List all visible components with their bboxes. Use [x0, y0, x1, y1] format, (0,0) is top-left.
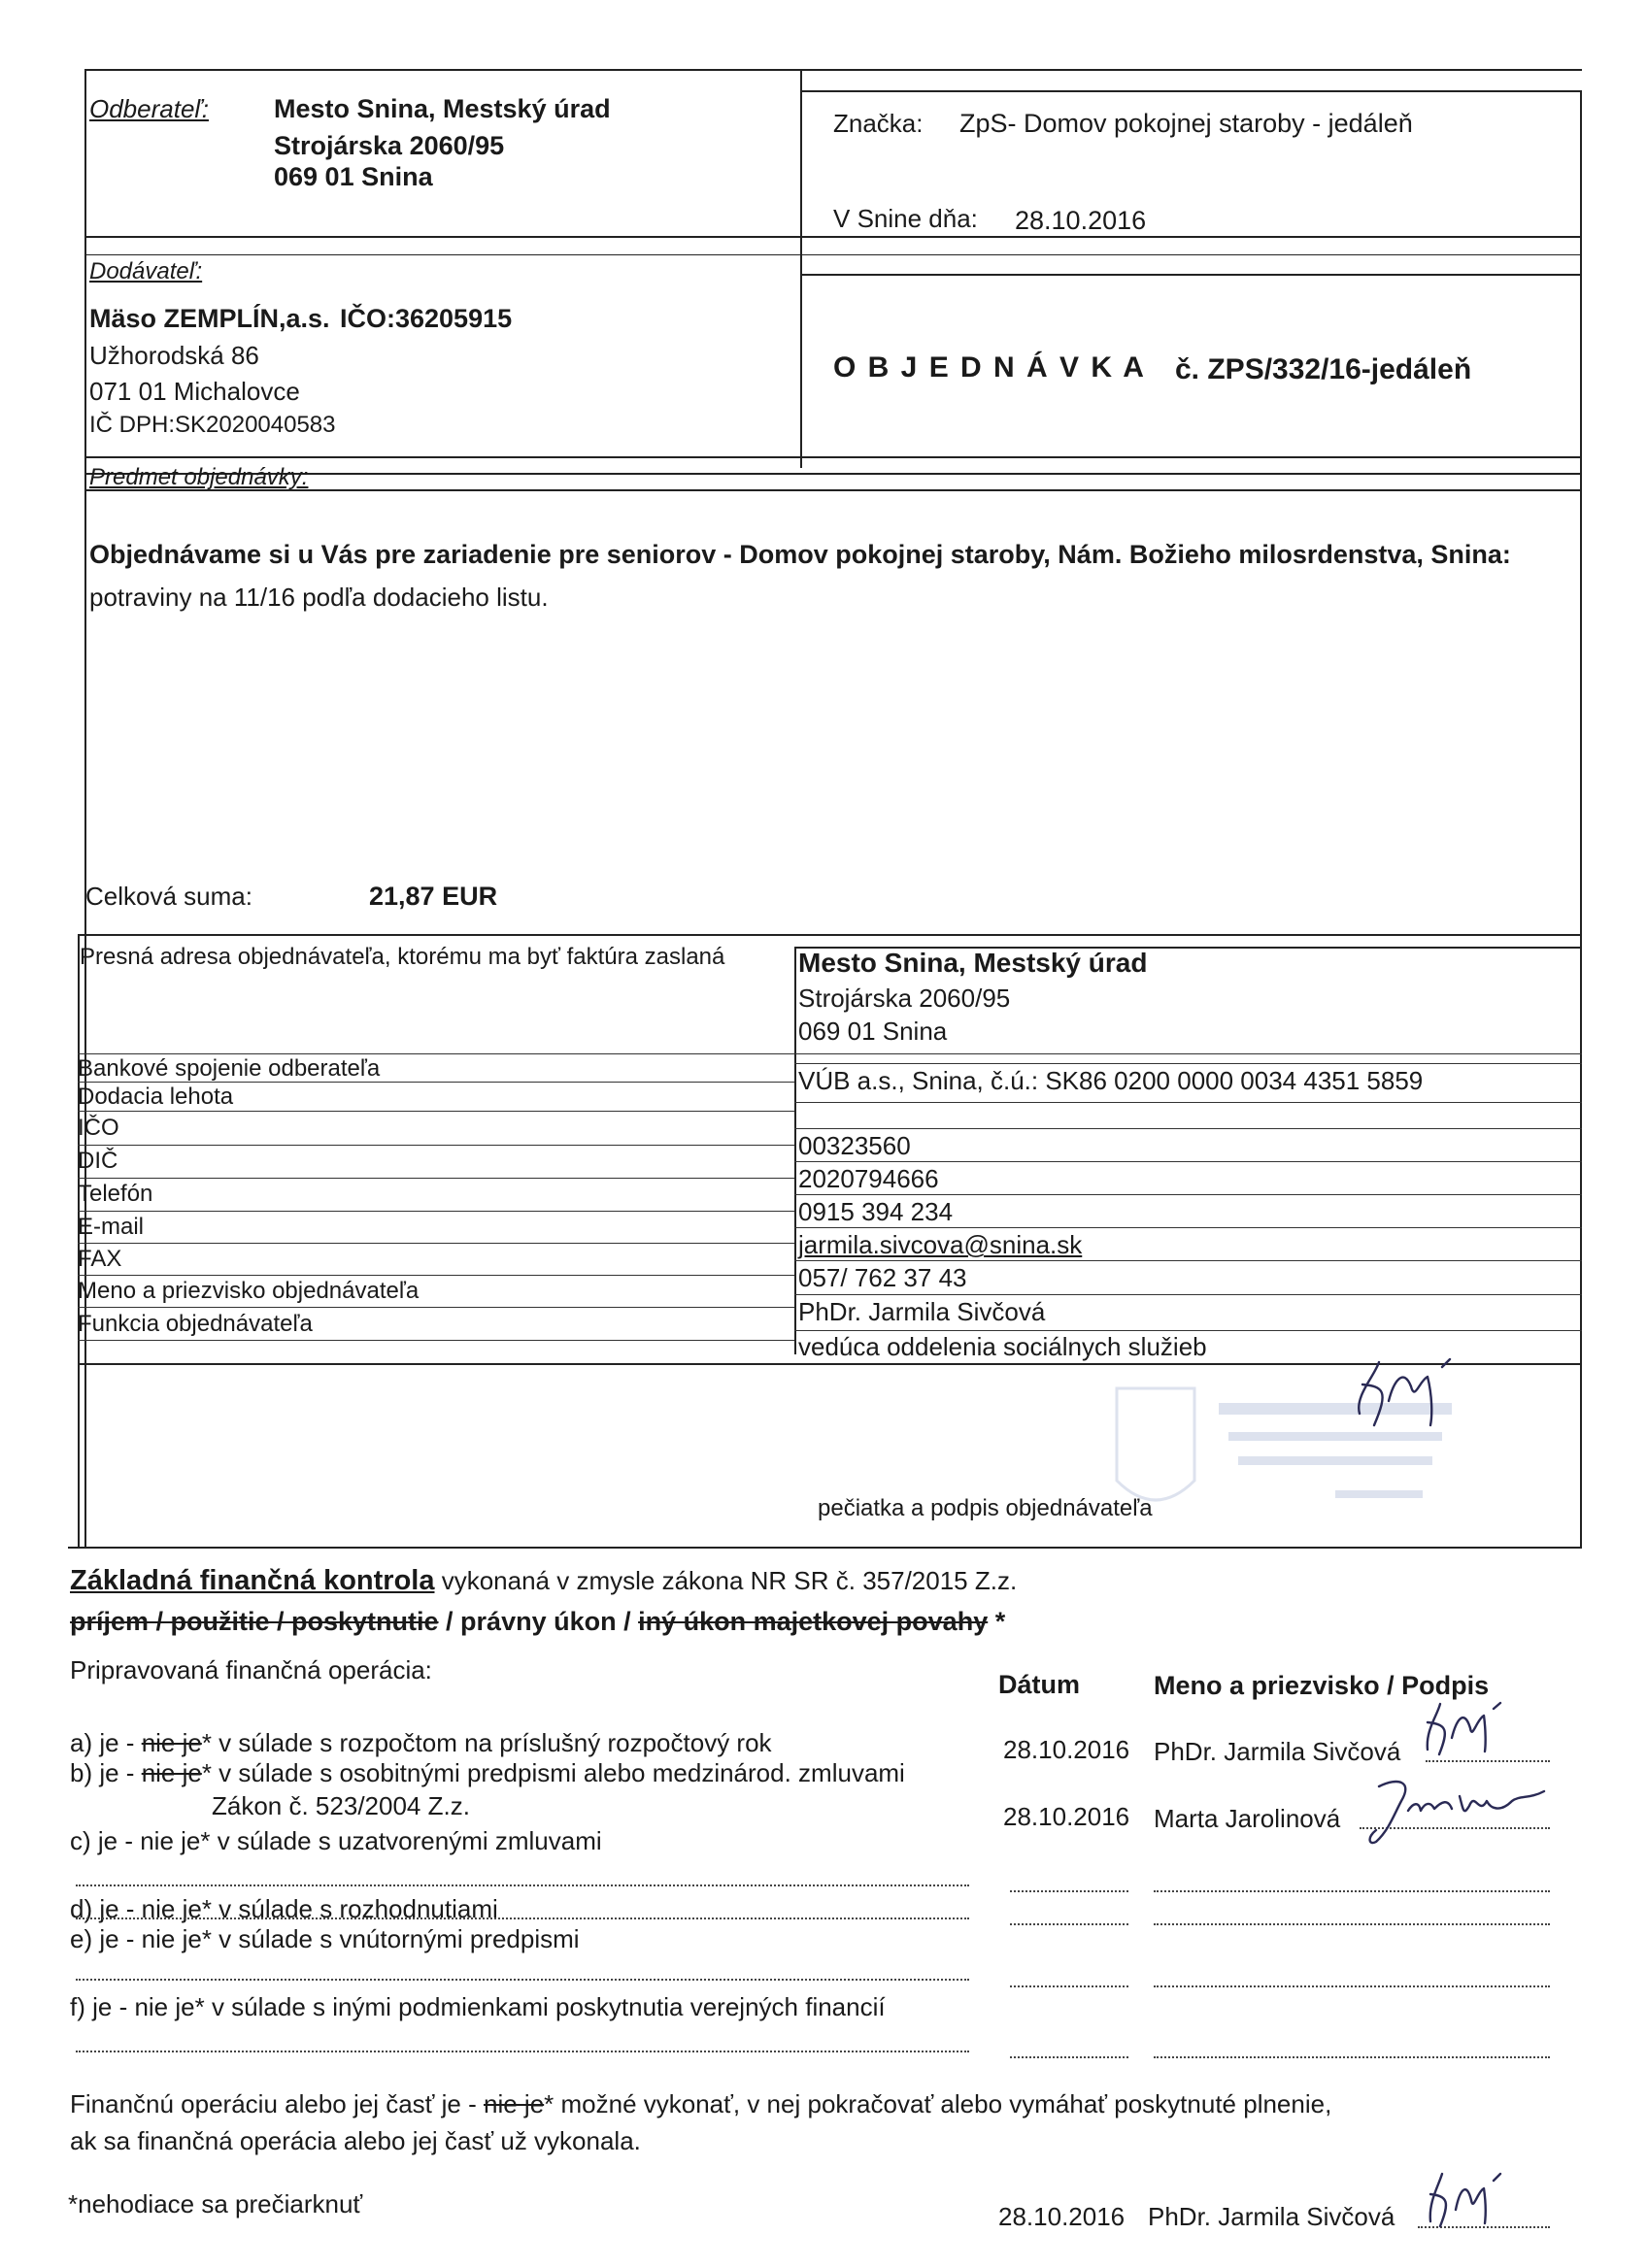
row-value-fax: 057/ 762 37 43	[798, 1263, 967, 1292]
objednavka-number: č. ZPS/332/16-jedáleň	[1175, 353, 1472, 385]
item-b-post: * v súlade s osobitnými predpismi alebo medzinárod. zmluvami	[201, 1758, 905, 1787]
address-street: Strojárska 2060/95	[798, 984, 1011, 1013]
sign2-name: Marta Jarolinová	[1154, 1804, 1341, 1833]
odberatel-city: 069 01 Snina	[274, 162, 433, 191]
dodavatel-ico: IČO:36205915	[340, 304, 513, 333]
item-a-struck: nie je	[141, 1728, 202, 1757]
row-value-ico: 00323560	[798, 1131, 911, 1160]
row-value-bank: VÚB a.s., Snina, č.ú.: SK86 0200 0000 0034 4351 5859	[798, 1066, 1424, 1095]
signature-icon	[1408, 1701, 1525, 1759]
dodavatel-street: Užhorodská 86	[89, 341, 259, 370]
kontrola-line2	[70, 1607, 1005, 1637]
dotted-line	[1426, 1760, 1550, 1762]
date-label: V Snine dňa:	[833, 204, 978, 233]
sign3-name: PhDr. Jarmila Sivčová	[1148, 2202, 1395, 2231]
sign1-name: PhDr. Jarmila Sivčová	[1154, 1737, 1401, 1766]
dotted-line	[76, 1979, 969, 1981]
item-b-pre: b) je -	[70, 1758, 142, 1787]
kontrola-title-rest: vykonaná v zmysle zákona NR SR č. 357/2015 Z.z.	[434, 1566, 1018, 1595]
signature-icon	[1335, 1357, 1481, 1435]
dotted-line	[1154, 1923, 1550, 1925]
item-a	[70, 1728, 772, 1758]
row-label-bank: Bankové spojenie odberateľa	[78, 1055, 381, 1082]
item-a-post: * v súlade s rozpočtom na príslušný rozpočtový rok	[201, 1728, 772, 1757]
col-datum: Dátum	[998, 1670, 1081, 1699]
dodavatel-label: Dodávateľ:	[89, 258, 203, 284]
row-label-meno: Meno a priezvisko objednávateľa	[78, 1278, 420, 1304]
item-b	[70, 1758, 905, 1788]
dotted-line	[76, 1918, 969, 1919]
address-label: Presná adresa objednávateľa, ktorému ma byť faktúra zaslaná	[80, 944, 725, 970]
kontrola-struck-2: iný úkon majetkovej povahy	[638, 1607, 989, 1636]
final-struck: nie je	[484, 2089, 545, 2118]
dotted-line	[1154, 1985, 1550, 1987]
kontrola-title: Základná finančná kontrola	[70, 1565, 435, 1596]
row-label-fax: FAX	[78, 1246, 122, 1272]
kontrola-mid: / právny úkon /	[438, 1607, 639, 1636]
dotted-line	[1010, 1890, 1128, 1892]
znacka-label: Značka:	[833, 109, 924, 138]
stamp-label: pečiatka a podpis objednávateľa	[818, 1495, 1153, 1521]
dodavatel-name: Mäso ZEMPLÍN,a.s.	[89, 304, 330, 333]
row-label-ico: IČO	[78, 1115, 119, 1141]
znacka-value: ZpS- Domov pokojnej staroby - jedáleň	[959, 109, 1413, 138]
address-city: 069 01 Snina	[798, 1017, 948, 1046]
dotted-line	[1154, 1890, 1550, 1892]
row-value-meno: PhDr. Jarmila Sivčová	[798, 1297, 1046, 1326]
row-value-funkcia: vedúca oddelenia sociálnych služieb	[798, 1332, 1207, 1361]
signature-icon	[1413, 2171, 1520, 2231]
sum-value: 21,87 EUR	[369, 882, 498, 911]
item-a-pre: a) je -	[70, 1728, 142, 1757]
item-e: e) je - nie je* v súlade s vnútornými predpismi	[70, 1924, 580, 1953]
objednavka-title: O B J E D N Á V K A	[833, 351, 1146, 384]
odberatel-street: Strojárska 2060/95	[274, 131, 505, 160]
dotted-line	[1010, 1985, 1128, 1987]
sign2-date: 28.10.2016	[1003, 1802, 1130, 1831]
item-b-struck: nie je	[141, 1758, 202, 1787]
item-b-law: Zákon č. 523/2004 Z.z.	[212, 1791, 470, 1820]
address-name: Mesto Snina, Mestský úrad	[798, 948, 1148, 978]
dotted-line	[1010, 1923, 1128, 1925]
item-f: f) je - nie je* v súlade s inými podmienkami poskytnutia verejných financií	[70, 1992, 886, 2021]
odberatel-name: Mesto Snina, Mestský úrad	[274, 94, 611, 123]
predmet-label: Predmet objednávky:	[89, 464, 309, 490]
dodavatel-city: 071 01 Michalovce	[89, 377, 300, 406]
row-value-email[interactable]: jarmila.sivcova@snina.sk	[798, 1230, 1083, 1259]
item-c: c) je - nie je* v súlade s uzatvorenými zmluvami	[70, 1826, 602, 1855]
predmet-line1: Objednávame si u Vás pre zariadenie pre seniorov - Domov pokojnej staroby, Nám. Božieho milosrdenstva, Snina:	[89, 540, 1511, 569]
row-label-email: E-mail	[78, 1214, 145, 1240]
kontrola-end: *	[988, 1607, 1006, 1636]
kontrola-struck-1: príjem / použitie / poskytnutie	[70, 1607, 439, 1636]
row-label-funkcia: Funkcia objednávateľa	[78, 1311, 313, 1337]
row-value-telefon: 0915 394 234	[798, 1197, 954, 1226]
signature-icon	[1355, 1772, 1559, 1850]
final-pre: Finančnú operáciu alebo jej časť je -	[70, 2089, 484, 2118]
kontrola-heading	[70, 1565, 1017, 1597]
item-d: d) je - nie je* v súlade s rozhodnutiami	[70, 1894, 498, 1923]
sign1-date: 28.10.2016	[1003, 1735, 1130, 1764]
col-meno: Meno a priezvisko / Podpis	[1154, 1671, 1490, 1700]
dotted-line	[76, 2051, 969, 2052]
row-value-dic: 2020794666	[798, 1164, 939, 1193]
predmet-line2: potraviny na 11/16 podľa dodacieho listu.	[89, 583, 549, 612]
sign3-date: 28.10.2016	[998, 2202, 1126, 2231]
dotted-line	[76, 1884, 969, 1886]
row-label-telefon: Telefón	[78, 1181, 153, 1207]
footnote: *nehodiace sa prečiarknuť	[68, 2189, 363, 2218]
row-label-dic: DIČ	[78, 1148, 118, 1174]
odberatel-label: Odberateľ:	[89, 94, 209, 123]
final-line1	[70, 2089, 1331, 2119]
date-value: 28.10.2016	[1015, 206, 1147, 235]
dotted-line	[1010, 2056, 1128, 2058]
row-label-lehota: Dodacia lehota	[78, 1084, 234, 1110]
dodavatel-icdph: IČ DPH:SK2020040583	[89, 412, 336, 438]
final-post: * možné vykonať, v nej pokračovať alebo vymáhať poskytnuté plnenie,	[544, 2089, 1332, 2118]
final-line2: ak sa finančná operácia alebo jej časť už vykonala.	[70, 2126, 641, 2155]
operacia-label: Pripravovaná finančná operácia:	[70, 1655, 432, 1684]
dotted-line	[1154, 2056, 1550, 2058]
sum-label: Celková suma:	[85, 882, 252, 911]
